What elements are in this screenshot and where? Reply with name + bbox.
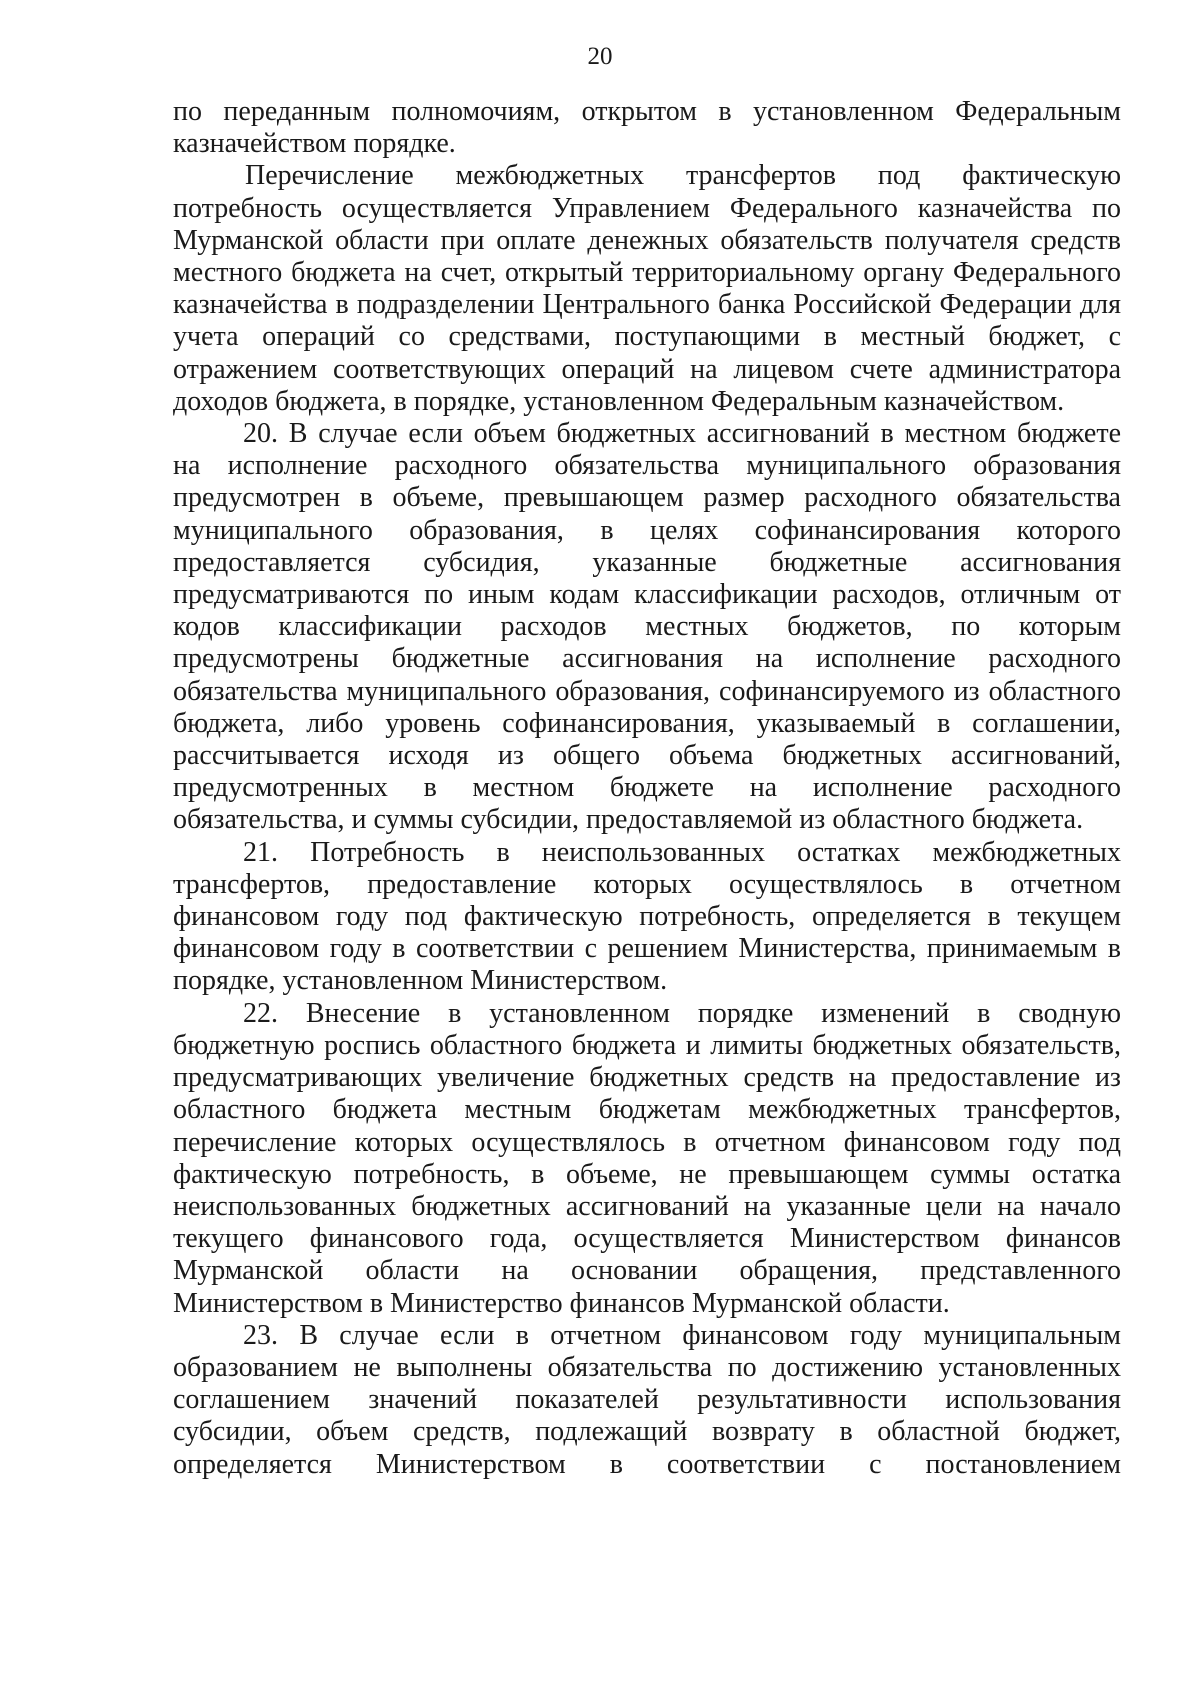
paragraph-item-22: 22. Внесение в установленном порядке изменений в сводную бюджетную роспись областного бюджета и лимиты бюджетных обязательств, предусматривающих увеличение бюджетных средств на предоставление из областного бюджета местным бюджетам межбюджетных трансфертов, перечисление которых осуществлялось в отчетном финансовом году под фактическую потребность, в объеме, не превышающем суммы остатка неиспользованных бюджетных ассигнований на указанные цели на начало текущего финансового года, осуществляется Министерством финансов Мурманской области на основании обращения, представленного Министерством в Министерство финансов Мурманской области.	[173, 997, 1121, 1319]
paragraph-item-23: 23. В случае если в отчетном финансовом году муниципальным образованием не выполнены обязательства по достижению установленных соглашением значений показателей результативности использования субсидии, объем средств, подлежащий возврату в областной бюджет, определяется Министерством в соответствии с постановлением	[173, 1319, 1121, 1480]
paragraph-item-20: 20. В случае если объем бюджетных ассигнований в местном бюджете на исполнение расходного обязательства муниципального образования предусмотрен в объеме, превышающем размер расходного обязательства муниципального образования, в целях софинансирования которого предоставляется субсидия, указанные бюджетные ассигнования предусматриваются по иным кодам классификации расходов, отличным от кодов классификации расходов местных бюджетов, по которым предусмотрены бюджетные ассигнования на исполнение расходного обязательства муниципального образования, софинансируемого из областного бюджета, либо уровень софинансирования, указываемый в соглашении, рассчитывается исходя из общего объема бюджетных ассигнований, предусмотренных в местном бюджете на исполнение расходного обязательства, и суммы субсидии, предоставляемой из областного бюджета.	[173, 418, 1121, 836]
paragraph-item-21: 21. Потребность в неиспользованных остатках межбюджетных трансфертов, предоставление которых осуществлялось в отчетном финансовом году под фактическую потребность, определяется в текущем финансовом году в соответствии с решением Министерства, принимаемым в порядке, установленном Министерством.	[173, 836, 1121, 997]
document-body	[173, 96, 1121, 1481]
paragraph-transfer-payment: Перечисление межбюджетных трансфертов под фактическую потребность осуществляется Управлением Федерального казначейства по Мурманской области при оплате денежных обязательств получателя средств местного бюджета на счет, открытый территориальному органу Федерального казначейства в подразделении Центрального банка Российской Федерации для учета операций со средствами, поступающими в местный бюджет, с отражением соответствующих операций на лицевом счете администратора доходов бюджета, в порядке, установленном Федеральным казначейством.	[173, 160, 1121, 417]
page-number: 20	[587, 43, 613, 70]
paragraph-continuation: по переданным полномочиям, открытом в установленном Федеральным казначейством порядке.	[173, 96, 1121, 160]
